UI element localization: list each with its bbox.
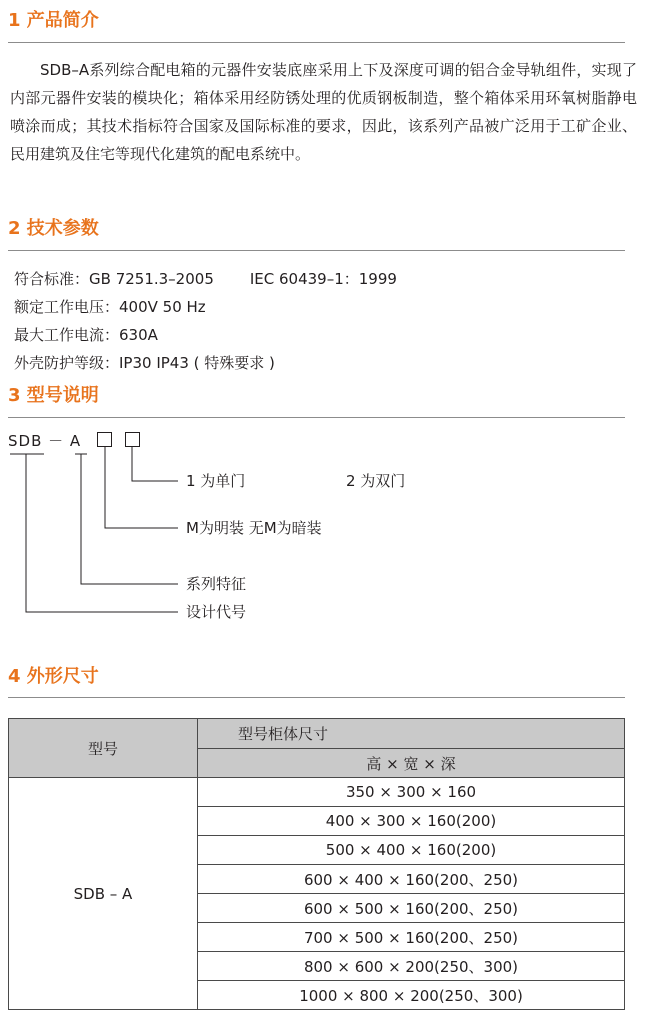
table-cell-model: SDB – A (9, 778, 198, 1010)
spec-protection: 外壳防护等级：IP30 IP43 ( 特殊要求 ) (14, 354, 275, 372)
legend-door-double: 2 为双门 (346, 472, 406, 490)
table-cell-size: 800 × 600 × 200(250、300) (198, 952, 625, 981)
model-code: SDB － A (8, 432, 82, 450)
table-cell-size: 400 × 300 × 160(200) (198, 807, 625, 836)
legend-mount: M为明装 无M为暗装 (186, 519, 322, 537)
table-cell-size: 1000 × 800 × 200(250、300) (198, 981, 625, 1010)
table-header-model: 型号 (9, 719, 198, 778)
table-header-size: 型号柜体尺寸 (198, 719, 625, 749)
table-cell-size: 600 × 500 × 160(200、250) (198, 894, 625, 923)
intro-paragraph: SDB–A系列综合配电箱的元器件安装底座采用上下及深度可调的铝合金导轨组件，实现了内部元器件安装的模块化；箱体采用经防锈处理的优质钢板制造，整个箱体采用环氧树脂静电喷涂而成；其技术指标符合国家及国际标准的要求，因此，该系列产品被广泛用于工矿企业、民用建筑及住宅等现代化建筑的配电系统中。 (10, 61, 637, 163)
section-divider (8, 697, 625, 698)
table-cell-size: 500 × 400 × 160(200) (198, 836, 625, 865)
table-row (9, 778, 625, 807)
dimensions-table (8, 718, 625, 1010)
spec-voltage: 额定工作电压：400V 50 Hz (14, 298, 206, 316)
spec-standard-label: 符合标准： (14, 270, 90, 288)
table-cell-size: 600 × 400 × 160(200、250) (198, 865, 625, 894)
spec-current: 最大工作电流：630A (14, 326, 158, 344)
spec-standard-iec: IEC 60439–1：1999 (249, 270, 397, 288)
legend-series: 系列特征 (186, 575, 247, 593)
section-title-model: 3 型号说明 (8, 385, 99, 406)
legend-door-single: 1 为单门 (186, 472, 246, 490)
table-header-size-sub: 高 × 宽 × 深 (198, 749, 625, 778)
section-title-dimensions: 4 外形尺寸 (8, 666, 99, 687)
spec-standard-gb: GB 7251.3–2005 (89, 270, 214, 288)
section-title-intro: 1 产品简介 (8, 10, 99, 31)
legend-design: 设计代号 (186, 603, 247, 621)
table-cell-size: 350 × 300 × 160 (198, 778, 625, 807)
section-title-specs: 2 技术参数 (8, 218, 99, 239)
table-cell-size: 700 × 500 × 160(200、250) (198, 923, 625, 952)
